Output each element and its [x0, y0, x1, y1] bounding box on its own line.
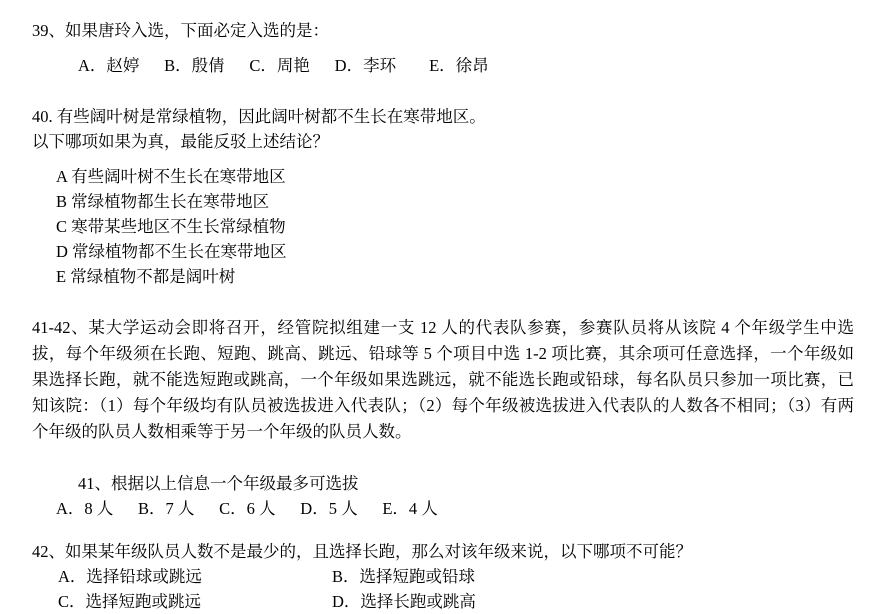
- spacer: [0, 521, 886, 539]
- question-40-option-c: C 寒带某些地区不生长常绿植物: [56, 217, 286, 236]
- question-41-options: A．8 人 B．7 人 C．6 人 D．5 人 E．4 人: [56, 499, 438, 518]
- spacer: [32, 154, 854, 164]
- question-42-option-d: D．选择长跑或跳高: [332, 592, 476, 611]
- spacer: [0, 445, 886, 471]
- question-39-block: [0, 0, 886, 78]
- spacer: [0, 289, 886, 315]
- question-40-option-b: B 常绿植物都生长在寒带地区: [56, 192, 270, 211]
- question-40-option-a: A 有些阔叶树不生长在寒带地区: [56, 167, 286, 186]
- question-41-stem: 41、根据以上信息一个年级最多可选拔: [78, 474, 359, 493]
- question-40-option-e: E 常绿植物不都是阔叶树: [56, 267, 236, 286]
- question-40-option-d: D 常绿植物都不生长在寒带地区: [56, 242, 287, 261]
- question-39-options: A．赵婷 B．殷倩 C．周艳 D．李环 E．徐昂: [78, 56, 489, 75]
- question-41-block: [0, 471, 886, 521]
- top-spacer: [32, 0, 854, 18]
- question-42-option-a: A．选择铅球或跳远: [58, 567, 202, 586]
- question-41-42-passage: 41-42、某大学运动会即将召开，经管院拟组建一支 12 人的代表队参赛，参赛队员将从该院 4 个年级学生中选拔，每个年级须在长跑、短跑、跳高、跳远、铅球等 5 个项目中选 1-2 项比赛，其余项可任意选择，一个年级如果选择长跑，就不能选短跑或跳高，一个年级如果选跳远，就不能选长跑或铅球，每名队员只参加一项比赛，已知该院：（1）每个年级均有队员被选拔进入代表队；（2）每个年级被选拔进入代表队的人数各不相同；（3）有两个年级的队员人数相乘等于另一个年级的队员人数。: [32, 318, 854, 441]
- question-42-option-c: C．选择短跑或跳远: [58, 592, 202, 611]
- spacer: [0, 78, 886, 104]
- question-41-42-passage-block: [0, 315, 886, 445]
- question-42-options-row-1: [32, 564, 854, 589]
- question-40-stem-line2: 以下哪项如果为真，最能反驳上述结论？: [32, 132, 329, 151]
- question-42-stem: 42、如果某年级队员人数不是最少的，且选择长跑，那么对该年级来说，以下哪项不可能？: [32, 542, 692, 561]
- question-42-block: [0, 539, 886, 614]
- question-42-options-row-2: [32, 589, 854, 614]
- question-42-option-b: B．选择短跑或铅球: [332, 567, 476, 586]
- question-39-stem: 39、如果唐玲入选，下面必定入选的是：: [32, 21, 329, 40]
- question-40-stem-line1: 40. 有些阔叶树是常绿植物，因此阔叶树都不生长在寒带地区。: [32, 107, 486, 126]
- question-40-block: [0, 104, 886, 289]
- spacer: [32, 43, 854, 53]
